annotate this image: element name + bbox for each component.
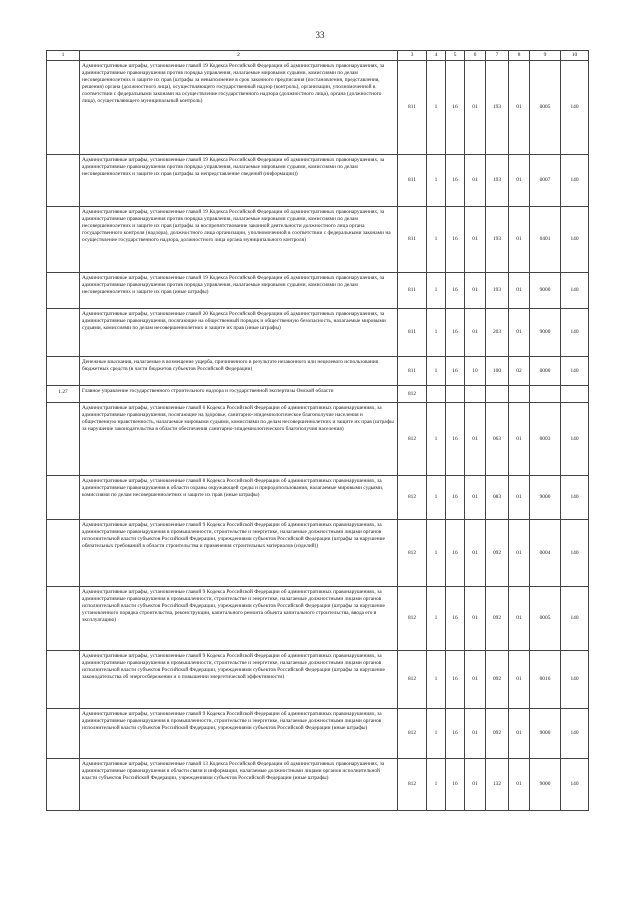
admin-code: 812 — [398, 476, 427, 520]
code-subgroup: 16 — [446, 651, 465, 709]
row-number — [47, 403, 80, 476]
code-subgroup: 16 — [446, 476, 465, 520]
table-row — [47, 587, 589, 651]
header-cell: 8 — [509, 51, 530, 61]
header-cell: 1 — [47, 51, 80, 61]
code-element — [509, 386, 530, 403]
row-number — [47, 61, 80, 155]
row-description: Административные штрафы, установленные главой 6 Кодекса Российской Федерации об административных правонарушениях, за административные правонарушения, посягающие на здоровье, санитарно-эпидемиологическое благополучие населения и общественную нравственность, налагаемые мировыми судьями, комиссиями по делам несовершеннолетних и защите их прав (штрафы за нарушение законодательства в области обеспечения санитарно-эпидемиологического благополучия населения) — [80, 403, 398, 476]
code-program: 0401 — [530, 207, 561, 273]
code-econ-class: 140 — [561, 520, 589, 587]
code-econ-class: 140 — [561, 476, 589, 520]
code-element: 01 — [509, 155, 530, 207]
code-subgroup: 16 — [446, 520, 465, 587]
code-article: 01 — [465, 759, 486, 811]
code-element: 02 — [509, 357, 530, 386]
code-program: 9000 — [530, 759, 561, 811]
code-group: 1 — [427, 709, 446, 759]
code-subarticle: 193 — [486, 155, 509, 207]
admin-code: 812 — [398, 709, 427, 759]
header-cell: 6 — [465, 51, 486, 61]
code-group: 1 — [427, 309, 446, 357]
header-row — [47, 51, 589, 61]
code-group: 1 — [427, 61, 446, 155]
header-cell: 2 — [80, 51, 398, 61]
code-element: 01 — [509, 520, 530, 587]
code-group: 1 — [427, 357, 446, 386]
row-description: Главное управление государственного строительного надзора и государственной экспертизы Омской области — [80, 386, 398, 403]
code-econ-class: 140 — [561, 61, 589, 155]
table-row — [47, 309, 589, 357]
code-subarticle: 100 — [486, 357, 509, 386]
table-row — [47, 273, 589, 309]
row-number — [47, 476, 80, 520]
table-row — [47, 651, 589, 709]
code-econ-class: 140 — [561, 357, 589, 386]
code-subgroup: 16 — [446, 309, 465, 357]
code-element: 01 — [509, 651, 530, 709]
admin-code: 811 — [398, 155, 427, 207]
code-econ-class — [561, 386, 589, 403]
code-econ-class: 140 — [561, 309, 589, 357]
code-element: 01 — [509, 403, 530, 476]
row-description: Административные штрафы, установленные главой 8 Кодекса Российской Федерации об административных правонарушениях, за административные правонарушения в области охраны окружающей среды и природопользования, налагаемые мировыми судьями, комиссиями по делам несовершеннолетних и защите их прав (иные штрафы) — [80, 476, 398, 520]
code-program: 9000 — [530, 309, 561, 357]
admin-code: 811 — [398, 357, 427, 386]
table-row — [47, 61, 589, 155]
row-number — [47, 155, 80, 207]
admin-code: 811 — [398, 61, 427, 155]
code-group: 1 — [427, 273, 446, 309]
code-subgroup: 16 — [446, 273, 465, 309]
code-article: 01 — [465, 155, 486, 207]
header-cell: 3 — [398, 51, 427, 61]
code-subarticle: 092 — [486, 587, 509, 651]
code-econ-class: 140 — [561, 709, 589, 759]
code-program: 0005 — [530, 61, 561, 155]
code-element: 01 — [509, 476, 530, 520]
code-element: 01 — [509, 273, 530, 309]
code-article: 01 — [465, 587, 486, 651]
code-article: 10 — [465, 357, 486, 386]
row-number — [47, 207, 80, 273]
code-article: 01 — [465, 207, 486, 273]
code-group — [427, 386, 446, 403]
admin-code: 812 — [398, 651, 427, 709]
code-econ-class: 140 — [561, 273, 589, 309]
admin-code: 811 — [398, 309, 427, 357]
code-article: 01 — [465, 476, 486, 520]
code-subgroup: 16 — [446, 207, 465, 273]
admin-code: 812 — [398, 403, 427, 476]
row-number — [47, 309, 80, 357]
code-subgroup: 16 — [446, 403, 465, 476]
header-cell: 7 — [486, 51, 509, 61]
table-row — [47, 155, 589, 207]
code-program: 9000 — [530, 273, 561, 309]
code-subarticle: 092 — [486, 709, 509, 759]
code-subarticle: 083 — [486, 476, 509, 520]
table-row — [47, 709, 589, 759]
header-cell: 4 — [427, 51, 446, 61]
code-article: 01 — [465, 709, 486, 759]
row-number — [47, 759, 80, 811]
code-program: 9000 — [530, 476, 561, 520]
row-description: Административные штрафы, установленные главой 20 Кодекса Российской Федерации об административных правонарушениях, за административные правонарушения, посягающие на общественный порядок и общественную безопасность, налагаемые мировыми судьями, комиссиями по делам несовершеннолетних и защите их прав (иные штрафы) — [80, 309, 398, 357]
header-cell: 9 — [530, 51, 561, 61]
row-description: Административные штрафы, установленные главой 9 Кодекса Российской Федерации об административных правонарушениях, за административные правонарушения в промышленности, строительстве и энергетике, налагаемые должностными лицами органов исполнительной власти субъектов Российской Федерации, учреждениями субъектов Российской Федерации (штрафы за нарушение законодательства об энергосбережении и о повышении энергетической эффективности) — [80, 651, 398, 709]
code-subgroup: 16 — [446, 155, 465, 207]
admin-code: 812 — [398, 759, 427, 811]
row-description: Административные штрафы, установленные главой 9 Кодекса Российской Федерации об административных правонарушениях, за административные правонарушения в промышленности, строительстве и энергетике, налагаемые должностными лицами органов исполнительной власти субъектов Российской Федерации, учреждениями субъектов Российской Федерации (штрафы за нарушение обязательных требований в области строительства и применения строительных материалов (изделий)) — [80, 520, 398, 587]
code-article: 01 — [465, 520, 486, 587]
admin-code: 812 — [398, 587, 427, 651]
code-subgroup: 16 — [446, 759, 465, 811]
code-element: 01 — [509, 309, 530, 357]
row-number — [47, 587, 80, 651]
code-article: 01 — [465, 61, 486, 155]
code-subarticle: 092 — [486, 520, 509, 587]
code-subgroup: 16 — [446, 587, 465, 651]
code-econ-class: 140 — [561, 651, 589, 709]
row-number — [47, 651, 80, 709]
code-element: 01 — [509, 709, 530, 759]
row-description: Административные штрафы, установленные главой 13 Кодекса Российской Федерации об административных правонарушениях, за административные правонарушения в области связи и информации, налагаемые должностными лицами органов исполнительной власти субъектов Российской Федерации, учреждениями субъектов Российской Федерации (иные штрафы) — [80, 759, 398, 811]
code-program — [530, 386, 561, 403]
code-group: 1 — [427, 587, 446, 651]
code-group: 1 — [427, 403, 446, 476]
code-program: 0004 — [530, 520, 561, 587]
code-program: 0005 — [530, 587, 561, 651]
code-econ-class: 140 — [561, 759, 589, 811]
code-subgroup: 16 — [446, 709, 465, 759]
row-number — [47, 357, 80, 386]
code-econ-class: 140 — [561, 403, 589, 476]
row-description: Административные штрафы, установленные главой 19 Кодекса Российской Федерации об административных правонарушениях, за административные правонарушения против порядка управления, налагаемые мировыми судьями, комиссиями по делам несовершеннолетних и защите их прав (штрафы за невыполнение в срок законного предписания (постановления, представления, решения) органа (должностного лица), осуществляющего государственный надзор (контроль), организации, уполномоченной в соответствии с федеральными законами на осуществление государственного надзора (должностного лица), органа (должностного лица), осуществляющего муниципальный контроль) — [80, 61, 398, 155]
code-article: 01 — [465, 651, 486, 709]
code-program: 0016 — [530, 651, 561, 709]
code-group: 1 — [427, 155, 446, 207]
code-group: 1 — [427, 207, 446, 273]
admin-code: 811 — [398, 207, 427, 273]
code-group: 1 — [427, 520, 446, 587]
admin-code: 811 — [398, 273, 427, 309]
code-element: 01 — [509, 587, 530, 651]
header-cell: 10 — [561, 51, 589, 61]
page-number: 33 — [315, 30, 325, 40]
code-element: 01 — [509, 207, 530, 273]
code-econ-class: 140 — [561, 587, 589, 651]
code-article: 01 — [465, 309, 486, 357]
code-subarticle: 132 — [486, 759, 509, 811]
code-group: 1 — [427, 476, 446, 520]
row-description: Административные штрафы, установленные главой 9 Кодекса Российской Федерации об административных правонарушениях, за административные правонарушения в промышленности, строительстве и энергетике, налагаемые должностными лицами органов исполнительной власти субъектов Российской Федерации, учреждениями субъектов Российской Федерации (иные штрафы) — [80, 709, 398, 759]
row-description: Административные штрафы, установленные главой 19 Кодекса Российской Федерации об административных правонарушениях, за административные правонарушения против порядка управления, налагаемые мировыми судьями, комиссиями по делам несовершеннолетних и защите их прав (штрафы за непредставление сведений (информации)) — [80, 155, 398, 207]
table-row — [47, 476, 589, 520]
code-subarticle: 193 — [486, 207, 509, 273]
budget-codes-table — [46, 50, 589, 811]
code-subarticle: 092 — [486, 651, 509, 709]
row-number — [47, 273, 80, 309]
code-subgroup — [446, 386, 465, 403]
row-description: Административные штрафы, установленные главой 9 Кодекса Российской Федерации об административных правонарушениях, за административные правонарушения в промышленности, строительстве и энергетике, налагаемые должностными лицами органов исполнительной власти субъектов Российской Федерации, учреждениями субъектов Российской Федерации (штрафы за нарушение установленного порядка строительства, реконструкции, капитального ремонта объекта капитального строительства, ввода его в эксплуатацию) — [80, 587, 398, 651]
code-subarticle — [486, 386, 509, 403]
code-program: 0003 — [530, 403, 561, 476]
header-cell: 5 — [446, 51, 465, 61]
admin-code: 812 — [398, 520, 427, 587]
table-row — [47, 207, 589, 273]
code-subarticle: 193 — [486, 61, 509, 155]
code-subarticle: 193 — [486, 273, 509, 309]
code-group: 1 — [427, 759, 446, 811]
table-row — [47, 520, 589, 587]
code-program: 0007 — [530, 155, 561, 207]
table-row — [47, 386, 589, 403]
admin-code: 812 — [398, 386, 427, 403]
row-number: 1.27 — [47, 386, 80, 403]
code-subgroup: 16 — [446, 61, 465, 155]
code-group: 1 — [427, 651, 446, 709]
code-econ-class: 140 — [561, 207, 589, 273]
table-row — [47, 357, 589, 386]
row-description: Денежные взыскания, налагаемые в возмещение ущерба, причиненного в результате незаконного или нецелевого использования бюджетных средств (в части бюджетов субъектов Российской Федерации) — [80, 357, 398, 386]
code-subgroup: 16 — [446, 357, 465, 386]
code-program: 9000 — [530, 709, 561, 759]
code-element: 01 — [509, 61, 530, 155]
code-subarticle: 203 — [486, 309, 509, 357]
code-element: 01 — [509, 759, 530, 811]
code-econ-class: 140 — [561, 155, 589, 207]
table-row — [47, 403, 589, 476]
code-article — [465, 386, 486, 403]
row-description: Административные штрафы, установленные главой 19 Кодекса Российской Федерации об административных правонарушениях, за административные правонарушения против порядка управления, налагаемые мировыми судьями, комиссиями по делам несовершеннолетних и защите их прав (иные штрафы) — [80, 273, 398, 309]
code-article: 01 — [465, 273, 486, 309]
code-program: 0000 — [530, 357, 561, 386]
table-row — [47, 759, 589, 811]
code-subarticle: 063 — [486, 403, 509, 476]
row-number — [47, 520, 80, 587]
row-description: Административные штрафы, установленные главой 19 Кодекса Российской Федерации об административных правонарушениях, за административные правонарушения против порядка управления, налагаемые мировыми судьями, комиссиями по делам несовершеннолетних и защите их прав (штрафы за воспрепятствование законной деятельности должностного лица органа государственного контроля (надзора), должностного лица организации, уполномоченной в соответствии с федеральными законами на осуществление государственного надзора, должностного лица органа муниципального контроля) — [80, 207, 398, 273]
row-number — [47, 709, 80, 759]
code-article: 01 — [465, 403, 486, 476]
